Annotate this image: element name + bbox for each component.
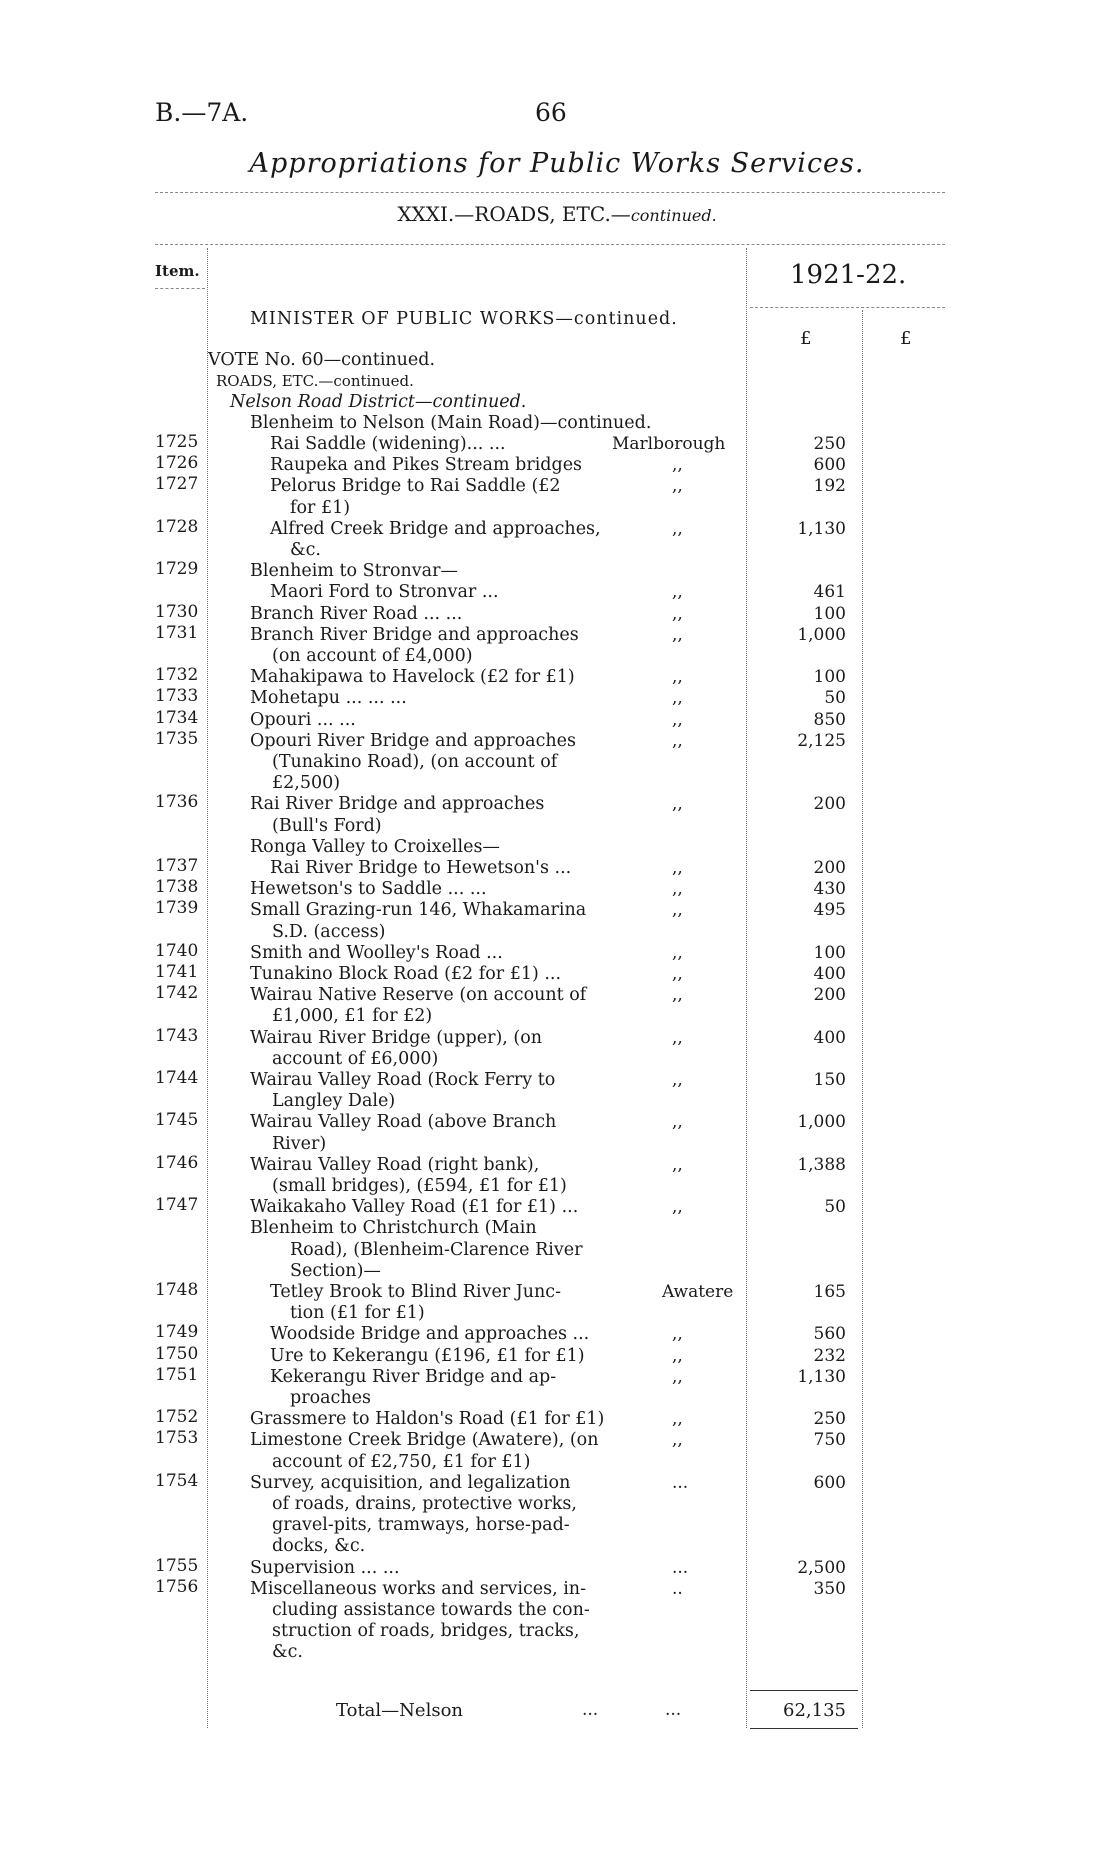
amount-value: 850: [813, 709, 846, 730]
item-number: 1745: [155, 1110, 199, 1131]
county-location: ,,: [672, 688, 683, 709]
item-number: 1755: [155, 1555, 199, 1576]
item-number: 1735: [155, 728, 199, 749]
item-description: gravel-pits, tramways, horse-pad-: [272, 1515, 570, 1536]
county-location: Marlborough: [612, 434, 726, 454]
amount-value: 430: [813, 879, 846, 900]
item-description: account of £6,000): [272, 1048, 439, 1069]
item-description: for £1): [290, 497, 351, 518]
item-description: Survey, acquisition, and legalization: [250, 1472, 571, 1493]
item-description: Limestone Creek Bridge (Awatere), (on: [250, 1430, 599, 1451]
item-number: 1726: [155, 453, 199, 474]
county-location: ,,: [672, 1366, 683, 1387]
item-number: 1730: [155, 601, 199, 622]
item-number: 1753: [155, 1428, 199, 1449]
county-location: ...: [672, 1557, 689, 1578]
item-description: cluding assistance towards the con-: [272, 1600, 590, 1620]
item-description: £1,000, £1 for £2): [272, 1006, 433, 1027]
item-description: tion (£1 for £1): [290, 1303, 425, 1324]
item-description: Branch River Road ... ...: [250, 603, 463, 624]
item-description: (Tunakino Road), (on account of: [272, 752, 558, 772]
county-location: ,,: [672, 858, 683, 878]
county-location: Awatere: [662, 1282, 734, 1302]
amount-value: 150: [813, 1070, 846, 1090]
item-description: account of £2,750, £1 for £1): [272, 1451, 531, 1472]
item-description: Langley Dale): [272, 1091, 396, 1112]
item-number: 1744: [155, 1068, 199, 1088]
item-description: Blenheim to Christchurch (Main: [250, 1218, 537, 1239]
item-description: Wairau Valley Road (right bank),: [250, 1154, 540, 1175]
item-description: proaches: [290, 1388, 371, 1408]
item-description: &c.: [290, 540, 321, 560]
item-number: 1746: [155, 1152, 199, 1173]
amount-value: 1,000: [797, 624, 846, 645]
amount-value: 165: [813, 1282, 846, 1302]
item-description: Wairau Native Reserve (on account of: [250, 985, 587, 1006]
item-number: 1754: [155, 1470, 199, 1491]
amount-value: 461: [813, 582, 846, 603]
item-description: Pelorus Bridge to Rai Saddle (£2: [270, 476, 561, 497]
county-location: ,,: [672, 942, 683, 963]
amount-value: 2,125: [797, 730, 846, 751]
item-description: Kekerangu River Bridge and ap-: [270, 1366, 557, 1387]
county-location: ,,: [672, 1345, 683, 1366]
county-location: ,,: [672, 667, 683, 688]
county-location: ,,: [672, 1070, 683, 1090]
county-location: ,,: [672, 985, 683, 1006]
item-number: 1750: [155, 1343, 199, 1364]
item-number: 1742: [155, 983, 199, 1004]
amount-value: 250: [813, 1409, 846, 1430]
page-title: Appropriations for Public Works Services.: [249, 148, 865, 179]
item-description: Waikakaho Valley Road (£1 for £1) ...: [250, 1197, 579, 1218]
item-description: Ronga Valley to Croixelles—: [250, 836, 500, 857]
amount-value: 495: [813, 900, 846, 921]
county-location: ...: [672, 1472, 689, 1493]
item-column-header: Item.: [155, 262, 200, 280]
item-description: docks, &c.: [272, 1536, 366, 1557]
district-heading: Nelson Road District—continued.: [230, 392, 527, 412]
county-location: ,,: [672, 1112, 683, 1133]
amount-value: 200: [813, 794, 846, 815]
item-description: Tetley Brook to Blind River Junc-: [270, 1282, 562, 1302]
item-header-underline: [155, 288, 205, 289]
amount-value: 750: [813, 1430, 846, 1451]
item-description: Road), (Blenheim-Clarence River: [290, 1239, 583, 1260]
amount-value: 400: [813, 1027, 846, 1048]
item-number: 1741: [155, 962, 199, 982]
subtitle-continued: continued.: [630, 206, 717, 225]
amount-value: 1,000: [797, 1112, 846, 1133]
county-location: ,,: [672, 455, 683, 476]
item-description: £2,500): [272, 773, 341, 794]
item-description: &c.: [272, 1642, 303, 1663]
item-description: S.D. (access): [272, 921, 386, 942]
total-dots: ...: [582, 1700, 599, 1720]
vote-heading: VOTE No. 60—continued.: [208, 350, 436, 370]
roads-heading: ROADS, ETC.—continued.: [216, 372, 414, 390]
county-location: ,,: [672, 518, 683, 539]
amount-value: 232: [813, 1345, 846, 1366]
item-number: 1752: [155, 1407, 199, 1428]
amount-value: 2,500: [797, 1557, 846, 1578]
pound-column-header-1: £: [800, 328, 812, 349]
section-subtitle: [0, 202, 1114, 226]
item-description: Ure to Kekerangu (£196, £1 for £1): [270, 1345, 585, 1366]
item-description: struction of roads, bridges, tracks,: [272, 1621, 580, 1642]
item-number: 1740: [155, 940, 199, 961]
item-description: Hewetson's to Saddle ... ...: [250, 879, 487, 900]
amount-value: 100: [813, 942, 846, 963]
amount-value: 50: [824, 688, 846, 709]
item-description: Rai River Bridge and approaches: [250, 794, 545, 815]
total-amount: 62,135: [783, 1700, 846, 1721]
county-location: ,,: [672, 730, 683, 751]
amount-value: 560: [813, 1324, 846, 1345]
item-number: 1736: [155, 792, 199, 813]
total-rule-bottom: [750, 1728, 858, 1729]
amount-value: 50: [824, 1197, 846, 1218]
county-location: ,,: [672, 1154, 683, 1175]
title-divider: [155, 192, 945, 193]
blenheim-nelson-heading: Blenheim to Nelson (Main Road)—continued.: [250, 413, 652, 433]
amount-value: 100: [813, 667, 846, 688]
amount-value: 400: [813, 964, 846, 984]
item-description: Mohetapu ... ... ...: [250, 688, 407, 709]
item-number: 1743: [155, 1025, 199, 1046]
item-description: Smith and Woolley's Road ...: [250, 942, 503, 963]
item-description: Miscellaneous works and services, in-: [250, 1578, 586, 1599]
county-location: ,,: [672, 1324, 683, 1345]
amount-value: 100: [813, 603, 846, 624]
item-number: 1725: [155, 432, 199, 452]
item-number: 1739: [155, 898, 199, 919]
county-location: ,,: [672, 624, 683, 645]
county-location: ,,: [672, 1430, 683, 1451]
item-description: (on account of £4,000): [272, 646, 473, 666]
year-header-underline: [750, 307, 945, 308]
amount-value: 200: [813, 858, 846, 878]
item-number: 1729: [155, 559, 199, 580]
amount-value: 600: [813, 1472, 846, 1493]
item-column-rule: [207, 248, 208, 1728]
total-rule-top: [750, 1690, 858, 1691]
item-number: 1731: [155, 622, 199, 643]
item-description: Tunakino Block Road (£2 for £1) ...: [250, 964, 562, 984]
item-description: Maori Ford to Stronvar ...: [270, 582, 499, 603]
amount-value: 192: [813, 476, 846, 497]
item-number: 1756: [155, 1576, 199, 1597]
item-description: of roads, drains, protective works,: [272, 1494, 577, 1514]
county-location: ..: [672, 1578, 683, 1599]
county-location: ,,: [672, 476, 683, 497]
header-divider: [155, 244, 945, 245]
item-description: Section)—: [290, 1260, 381, 1281]
item-number: 1732: [155, 665, 199, 686]
item-description: Mahakipawa to Havelock (£2 for £1): [250, 667, 575, 688]
county-location: ,,: [672, 964, 683, 984]
amount-value: 200: [813, 985, 846, 1006]
item-description: Grassmere to Haldon's Road (£1 for £1): [250, 1409, 605, 1430]
county-location: ,,: [672, 603, 683, 624]
subtitle-main: XXXI.—ROADS, ETC.—: [397, 202, 631, 226]
item-description: Wairau Valley Road (above Branch: [250, 1112, 557, 1133]
item-description: River): [272, 1133, 327, 1154]
item-description: Rai Saddle (widening)... ...: [270, 434, 506, 454]
total-label: Total—Nelson: [336, 1700, 463, 1721]
county-location: ,,: [672, 709, 683, 730]
item-description: Wairau Valley Road (Rock Ferry to: [250, 1070, 556, 1090]
total-dots-2: ...: [665, 1700, 682, 1720]
item-description: Raupeka and Pikes Stream bridges: [270, 455, 583, 476]
item-description: Supervision ... ...: [250, 1557, 400, 1578]
item-description: Small Grazing-run 146, Whakamarina: [250, 900, 587, 921]
amount-value: 1,130: [797, 518, 846, 539]
item-number: 1748: [155, 1280, 199, 1300]
item-description: Alfred Creek Bridge and approaches,: [270, 518, 601, 539]
county-location: ,,: [672, 879, 683, 900]
county-location: ,,: [672, 1409, 683, 1430]
amount-value: 600: [813, 455, 846, 476]
item-number: 1727: [155, 474, 199, 495]
financial-year-header: 1921-22.: [790, 260, 907, 290]
item-description: Branch River Bridge and approaches: [250, 624, 579, 645]
county-location: ,,: [672, 794, 683, 815]
page-number: 66: [535, 98, 567, 127]
item-number: 1737: [155, 856, 199, 876]
item-description: Opouri ... ...: [250, 709, 356, 730]
item-description: Woodside Bridge and approaches ...: [270, 1324, 590, 1345]
county-location: ,,: [672, 1027, 683, 1048]
item-number: 1734: [155, 707, 199, 728]
item-description: Opouri River Bridge and approaches: [250, 730, 577, 751]
amount-column-rule: [862, 310, 863, 1728]
location-column-rule: [746, 248, 747, 1728]
item-number: 1738: [155, 877, 199, 898]
item-number: 1728: [155, 516, 199, 537]
pound-column-header-2: £: [900, 328, 912, 349]
amount-value: 350: [813, 1578, 846, 1599]
county-location: ,,: [672, 900, 683, 921]
item-number: 1749: [155, 1322, 199, 1343]
item-number: 1751: [155, 1364, 199, 1385]
item-description: (small bridges), (£594, £1 for £1): [272, 1176, 567, 1196]
county-location: ,,: [672, 1197, 683, 1218]
amount-value: 1,130: [797, 1366, 846, 1387]
item-description: (Bull's Ford): [272, 815, 382, 836]
item-description: Wairau River Bridge (upper), (on: [250, 1027, 543, 1048]
document-reference: B.—7A.: [155, 98, 249, 127]
item-description: Blenheim to Stronvar—: [250, 561, 458, 582]
item-number: 1733: [155, 686, 199, 707]
amount-value: 1,388: [797, 1154, 846, 1175]
item-description: Rai River Bridge to Hewetson's ...: [270, 858, 572, 878]
amount-value: 250: [813, 434, 846, 454]
item-number: 1747: [155, 1195, 199, 1216]
minister-heading: MINISTER OF PUBLIC WORKS—continued.: [250, 309, 678, 329]
county-location: ,,: [672, 582, 683, 603]
